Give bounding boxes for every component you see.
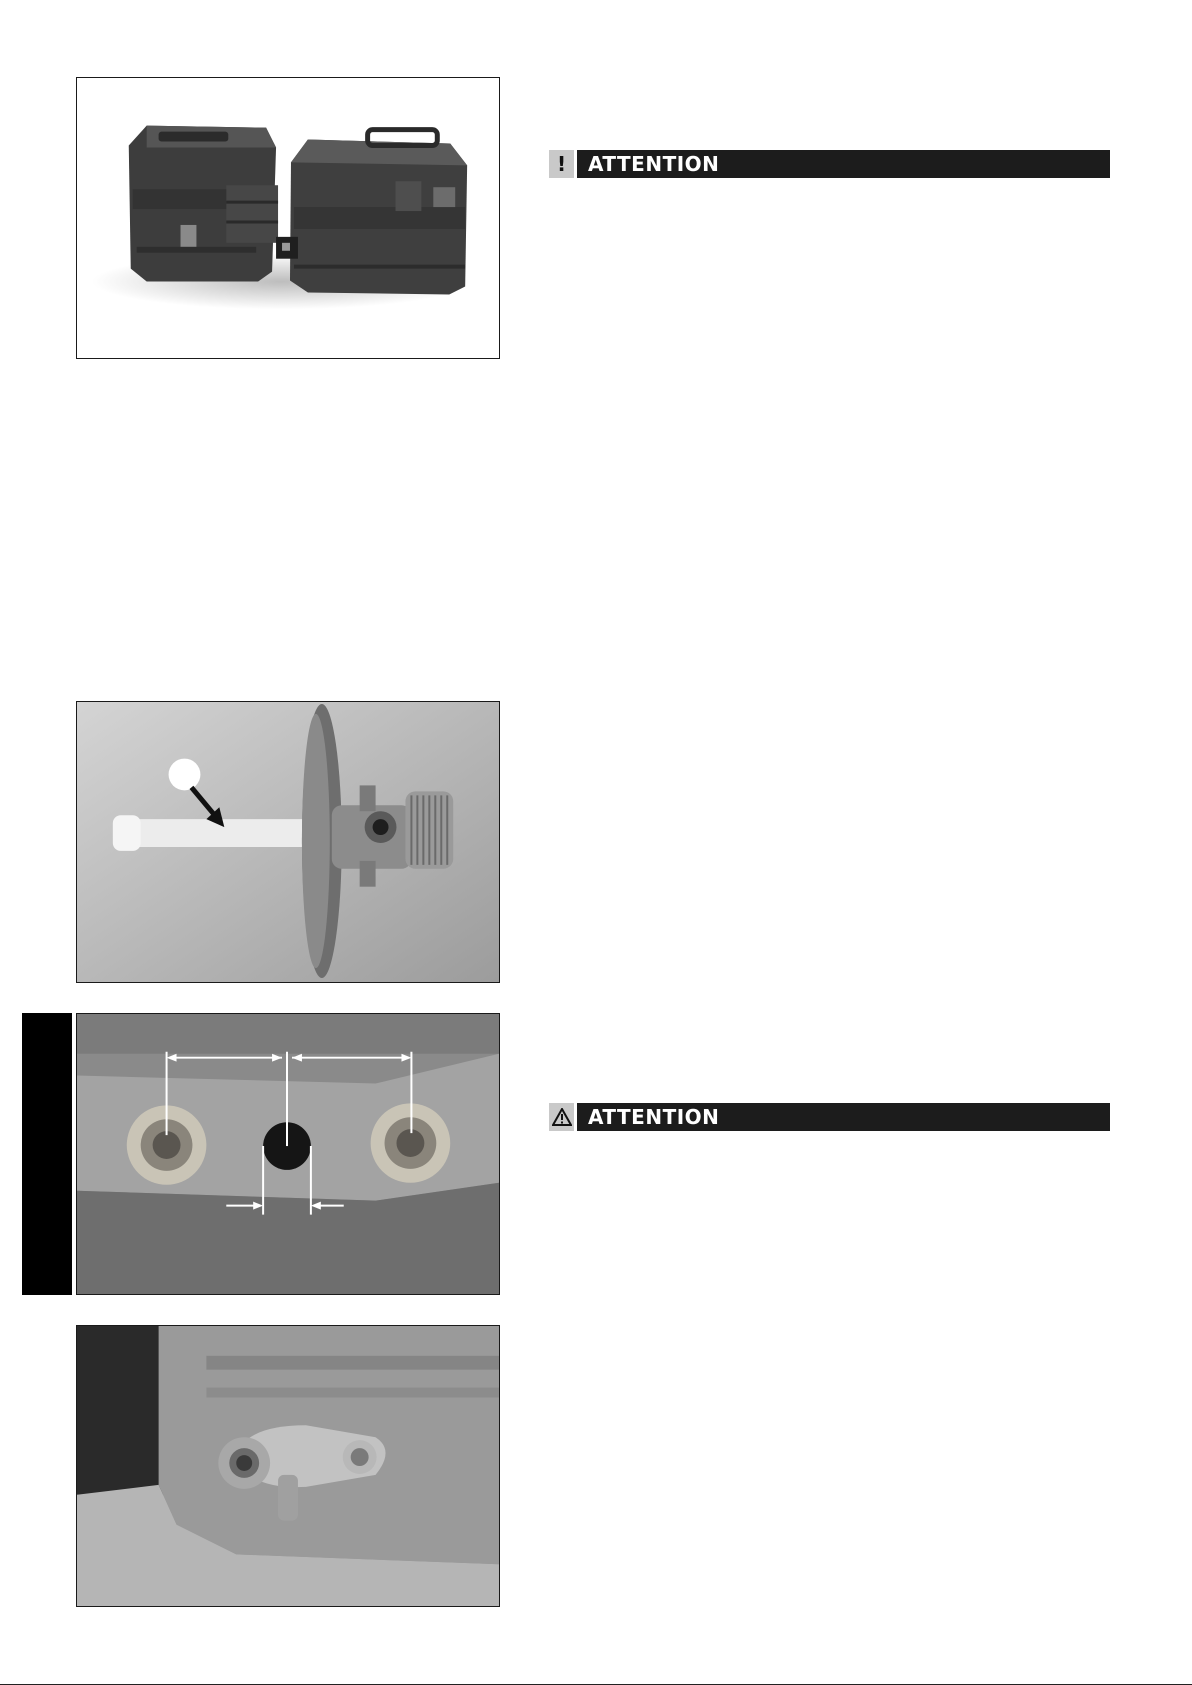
callout-circle — [169, 759, 201, 791]
figure-tap-mounted-photo — [76, 1325, 500, 1607]
attention-banner-2 — [549, 1103, 1110, 1131]
warning-triangle-icon — [549, 1103, 574, 1131]
exclamation-icon: ! — [549, 150, 574, 178]
left-case-shape — [129, 126, 278, 282]
figure-cases-photo — [76, 77, 500, 359]
attention-label-1: ATTENTION — [577, 150, 1110, 178]
attention-banner-1 — [549, 150, 1110, 178]
right-case-shape — [276, 130, 467, 295]
figure-mounting-holes-photo — [76, 1013, 500, 1295]
attention-label-2: ATTENTION — [577, 1103, 1110, 1131]
section-side-tab — [22, 1013, 72, 1295]
figure-fuel-tap-photo — [76, 701, 500, 983]
